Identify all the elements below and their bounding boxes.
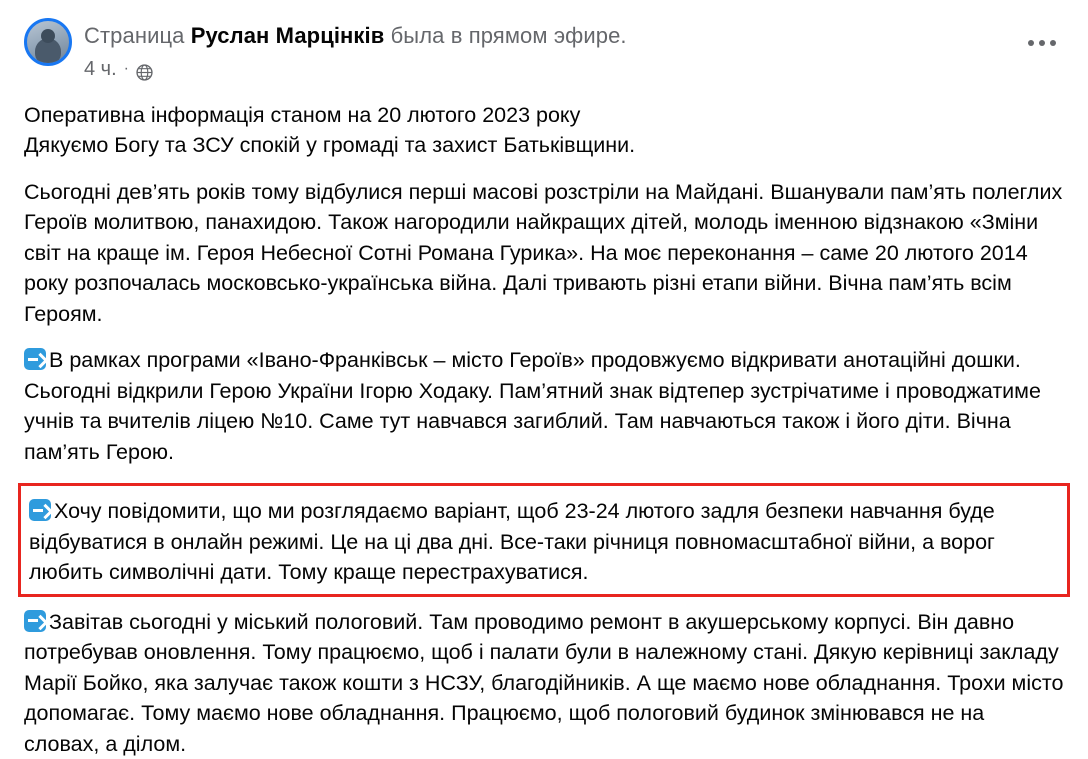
post-paragraph-3-text: В рамках програми «Івано-Франківськ – місто Героїв» продовжуємо відкривати анотаційні дошки. Сьогодні відкрили Герою України Ігорю Ходаку. Пам’ятний знак відтепер зустрічатиме і проводжатиме учнів та вчителів ліцею №10. Саме тут навчався загиблий. Там навчаються також і його діти. Вічна пам’ять Герою.	[24, 348, 1041, 464]
post-paragraph-1-line-1: Оперативна інформація станом на 20 лютого 2023 року	[24, 103, 580, 127]
author-name[interactable]: Руслан Марцінків	[191, 23, 385, 48]
post-paragraph-4	[29, 496, 1057, 588]
meta-separator: ·	[124, 61, 129, 77]
post-paragraph-3	[24, 345, 1064, 467]
post-paragraph-2: Сьогодні дев’ять років тому відбулися перші масові розстріли на Майдані. Вшанували пам’ять полеглих Героїв молитвою, панахидою. Також нагородили найкращих дітей, молодь іменною відзнакою «Зміни світ на краще ім. Героя Небесної Сотні Романа Гурика». На моє переконання – саме 20 лютого 2014 року розпочалась московсько-українська війна. Далі тривають різні етапи війни. Вічна пам’ять всім Героям.	[24, 177, 1064, 330]
ellipsis-dot	[1028, 40, 1034, 46]
avatar[interactable]	[24, 18, 72, 66]
post-paragraph-1	[24, 100, 1064, 161]
post-paragraph-5-text: Завітав сьогодні у міський пологовий. Там проводимо ремонт в акушерському корпусі. Він давно потребував оновлення. Тому працюємо, щоб і палати були в належному стані. Дякую керівниці закладу Марії Бойко, яка залучає також кошти з НСЗУ, благодійників. А ще маємо нове обладнання. Трохи місто допомагає. Тому маємо нове обладнання. Працюємо, щоб пологовий будинок змінювався не на словах, а ділом.	[24, 610, 1063, 756]
right-arrow-icon	[29, 499, 51, 521]
globe-icon[interactable]	[136, 63, 153, 80]
byline	[84, 22, 627, 50]
post-paragraph-5	[24, 607, 1064, 759]
ellipsis-icon[interactable]	[1022, 26, 1062, 60]
right-arrow-icon	[24, 348, 46, 370]
highlighted-announcement	[18, 483, 1070, 597]
byline-suffix: была в прямом эфире.	[391, 23, 627, 48]
ellipsis-dot	[1050, 40, 1056, 46]
right-arrow-icon	[24, 610, 46, 632]
post-header-text	[84, 18, 627, 82]
post-header	[24, 18, 1064, 82]
post-body	[24, 100, 1064, 759]
byline-prefix: Страница	[84, 23, 185, 48]
post-meta	[84, 57, 627, 82]
ellipsis-dot	[1039, 40, 1045, 46]
post-paragraph-4-text: Хочу повідомити, що ми розглядаємо варіант, щоб 23-24 лютого задля безпеки навчання буде відбуватися в онлайн режимі. Це на ці два дні. Все-таки річниця повномасштабної війни, а ворог любить символічні дати. Тому краще перестрахуватися.	[29, 499, 995, 584]
post-paragraph-1-line-2: Дякуємо Богу та ЗСУ спокій у громаді та захист Батьківщини.	[24, 133, 635, 157]
post-timestamp[interactable]: 4 ч.	[84, 57, 117, 82]
